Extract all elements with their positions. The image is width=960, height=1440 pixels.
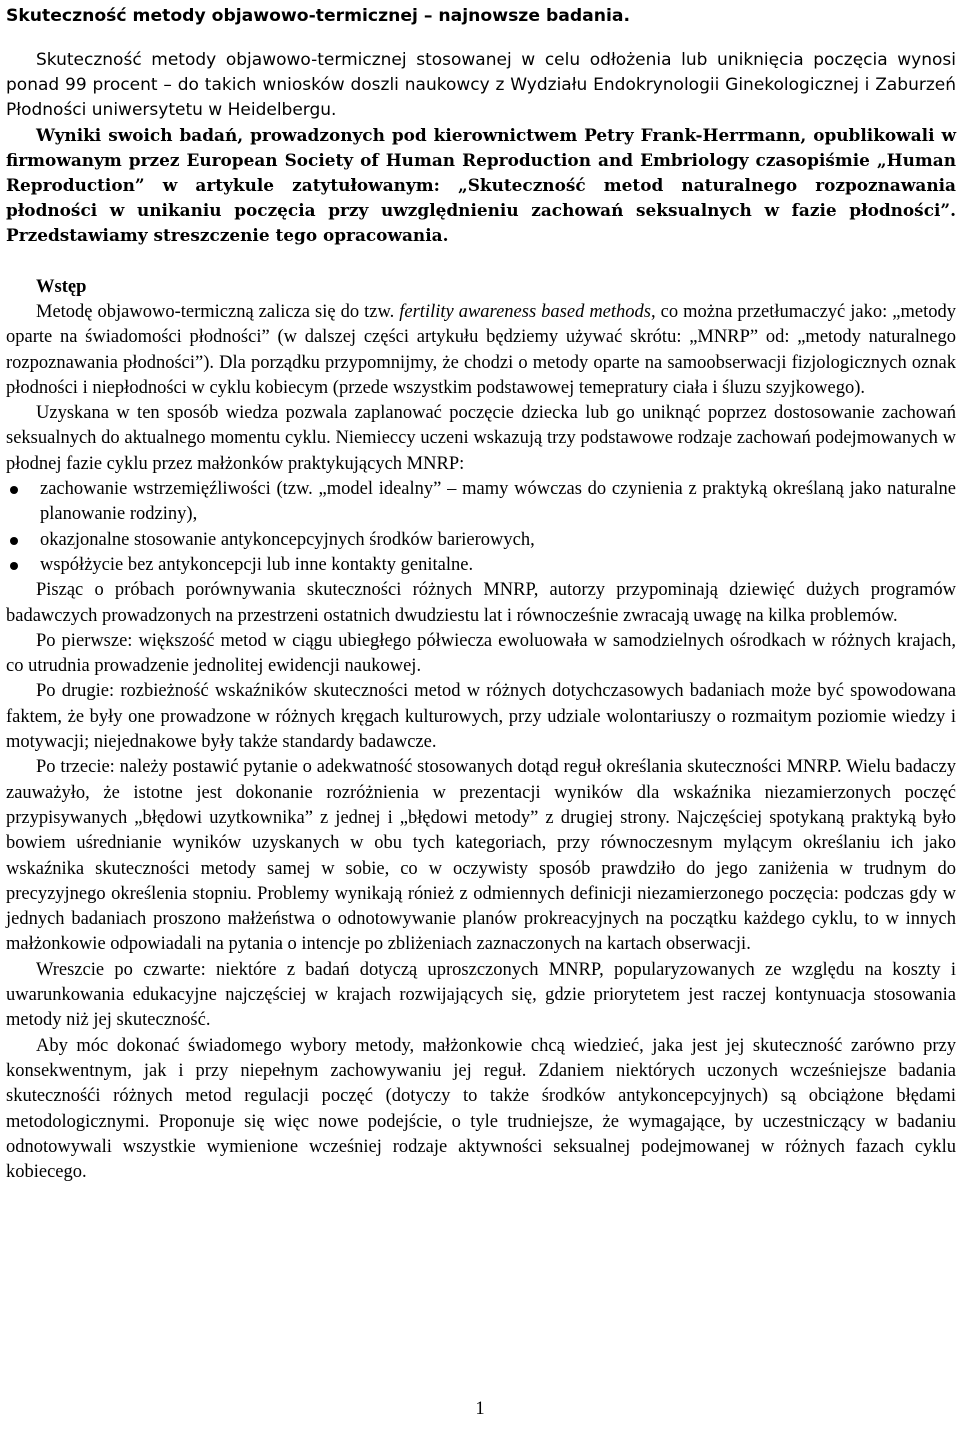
intro-term: fertility awareness based methods [399,302,651,322]
list-item [40,477,956,528]
bullet-dot-icon [10,537,18,545]
document-page [6,0,956,1185]
page-number: 1 [475,1399,485,1419]
intro-rest-text: , co można przetłumaczyć jako: „metody oparte na świadomości płodności” (w dalszej części artykułu będziemy używać skrótu: „MNRP” od: „metody naturalnego rozpoznawania płodności”). Dla porządku przypomnijmy, że chodzi o metody oparte na samoobserwacji fizjologicznych oznak płodności i niepłodności w cyklu kobiecym (przede wszystkim podstawowej temepratury ciała i śluzu szyjkowego). [6,302,956,398]
paragraph-first-problem: Po pierwsze: większość metod w ciągu ubiegłego półwiecza ewoluowała w samodzielnych ośrodkach w różnych krajach, co utrudnia prowadzenie jednolitej ewidencji naukowej. [6,630,956,677]
paragraph-second-problem: Po drugie: rozbieżność wskaźników skuteczności metod w różnych dotychczasowych badaniach może być spowodowana faktem, że były one prowadzone w różnych kręgach kulturowych, przy udziale wolontariuszy o rozmaitym poziomie wiedzy i motywacji; niejednakowe były także standardy badawcze. [6,681,956,753]
article-body [6,300,956,1185]
list-item [40,528,956,553]
lead-paragraph: Skuteczność metody objawowo-termicznej stosowanej w celu odłożenia lub uniknięcia poczęcia wynosi ponad 99 procent – do takich wniosków doszli naukowcy z Wydziału Endokrynologii Ginekologicznej i Zaburzeń Płodności uniwersytetu w Heidelbergu. [6,50,956,120]
bullet-dot-icon [10,486,18,494]
section-heading: Wstęp [36,277,87,297]
lead-summary-paragraph: Wyniki swoich badań, prowadzonych pod kierownictwem Petry Frank-Herrmann, opublikowali w firmowanym przez European Society of Human Reproduction and Embriology czasopiśmie „Human Reproduction” w artykule zatytułowanym: „Skuteczność metod naturalnego rozpoznawania płodności w unikaniu poczęcia przy uwzględnieniu zachowań seksualnych w fazie płodności”. Przedstawiamy streszczenie tego opracowania. [6,125,956,245]
list-item-text: okazjonalne stosowanie antykoncepcyjnych środków barierowych, [40,529,535,550]
paragraph-new-approach: Aby móc dokonać świadomego wybory metody, małżonkowie chcą wiedzieć, jaka jest jej skuteczność zarówno przy konsekwentnym, jak i przy niepełnym zachowywaniu jej reguł. Zdaniem niektórych uczonych wcześniejsze badania skutecznośći różnych metod regulacji poczęć (dotyczy to także środków antykoncepcyjnych) są obciążone błędami metodologicznymi. Proponuje się więc nowe podejście, o tyle trudniejsze, że wymagające, by uczestniczący w badaniu odnotowywali wszystkie wymienione wcześniej rodzaje aktywności seksualnej podejmowanej w różnych fazach cyklu kobiecego. [6,1035,956,1183]
intro-paragraph [6,300,956,401]
paragraph-fourth-problem: Wreszcie po czwarte: niektóre z badań dotyczą uproszczonych MNRP, popularyzowanych ze względu na koszty i uwarunkowania edukacyjne najczęściej w krajach rozwijających się, gdzie priorytetem jest raczej kontynuacja stosowania metody niż jej skuteczność. [6,959,956,1031]
list-item [40,553,956,578]
paragraph-third-problem: Po trzecie: należy postawić pytanie o adekwatność stosowanych dotąd reguł określania skuteczności MNRP. Wielu badaczy zauważyło, że istotne jest dokonanie rozróżnienia w prezentacji wyników dla wskaźnika niezamierzonych poczęć przypisywanych „błędowi uzytkownika” z jednej i „błędowi metody” z drugiej strony. Najczęściej spotykaną praktyką było bowiem uśrednianie wyników uzyskanych w obu tych kategoriach, przy równoczesnym mylącym określaniu ich jako wskaźnika skuteczności metody samej w sobie, co w oczywisty sposób prawdziło do jego zaniżenia w trudnym do precyzyjnego określenia stopniu. Problemy wynikają rónież z odmiennych definicji niezamierzonego poczęcia: podczas gdy w jednych badaniach proszono małżeństwa o odnotowywanie planów prokreacyjnych na początku każdego cyklu, to w innych małżonkowie odpowiadali na pytania o intencje po zbliżeniach zaznaczonych na kartach obserwacji. [6,757,956,955]
document-title: Skuteczność metody objawowo-termicznej – najnowsze badania. [6,6,631,26]
list-item-text: współżycie bez antykoncepcji lub inne kontakty genitalne. [40,554,474,575]
bullet-dot-icon [10,562,18,570]
paragraph-behaviours: Uzyskana w ten sposób wiedza pozwala zaplanować poczęcie dziecka lub go uniknąć poprzez dostosowanie zachowań seksualnych do aktualnego momentu cyklu. Niemieccy uczeni wskazują trzy podstawowe rodzaje zachowań podejmowanych w płodnej fazie cyklu przez małżonków praktykujących MNRP: [6,403,956,474]
intro-lead-text: Metodę objawowo-termiczną zalicza się do tzw. [36,302,400,322]
list-item-text: zachowanie wstrzemięźliwości (tzw. „model idealny” – mamy wówczas do czynienia z praktyką określaną jako naturalne planowanie rodziny), [40,479,956,525]
behaviour-list [6,477,956,578]
paragraph-programs: Pisząc o próbach porównywania skuteczności różnych MNRP, autorzy przypominają dziewięć dużych programów badawczych prowadzonych na przestrzeni ostatnich dwudziestu lat i równocześnie zwracają uwagę na kilka problemów. [6,580,956,626]
